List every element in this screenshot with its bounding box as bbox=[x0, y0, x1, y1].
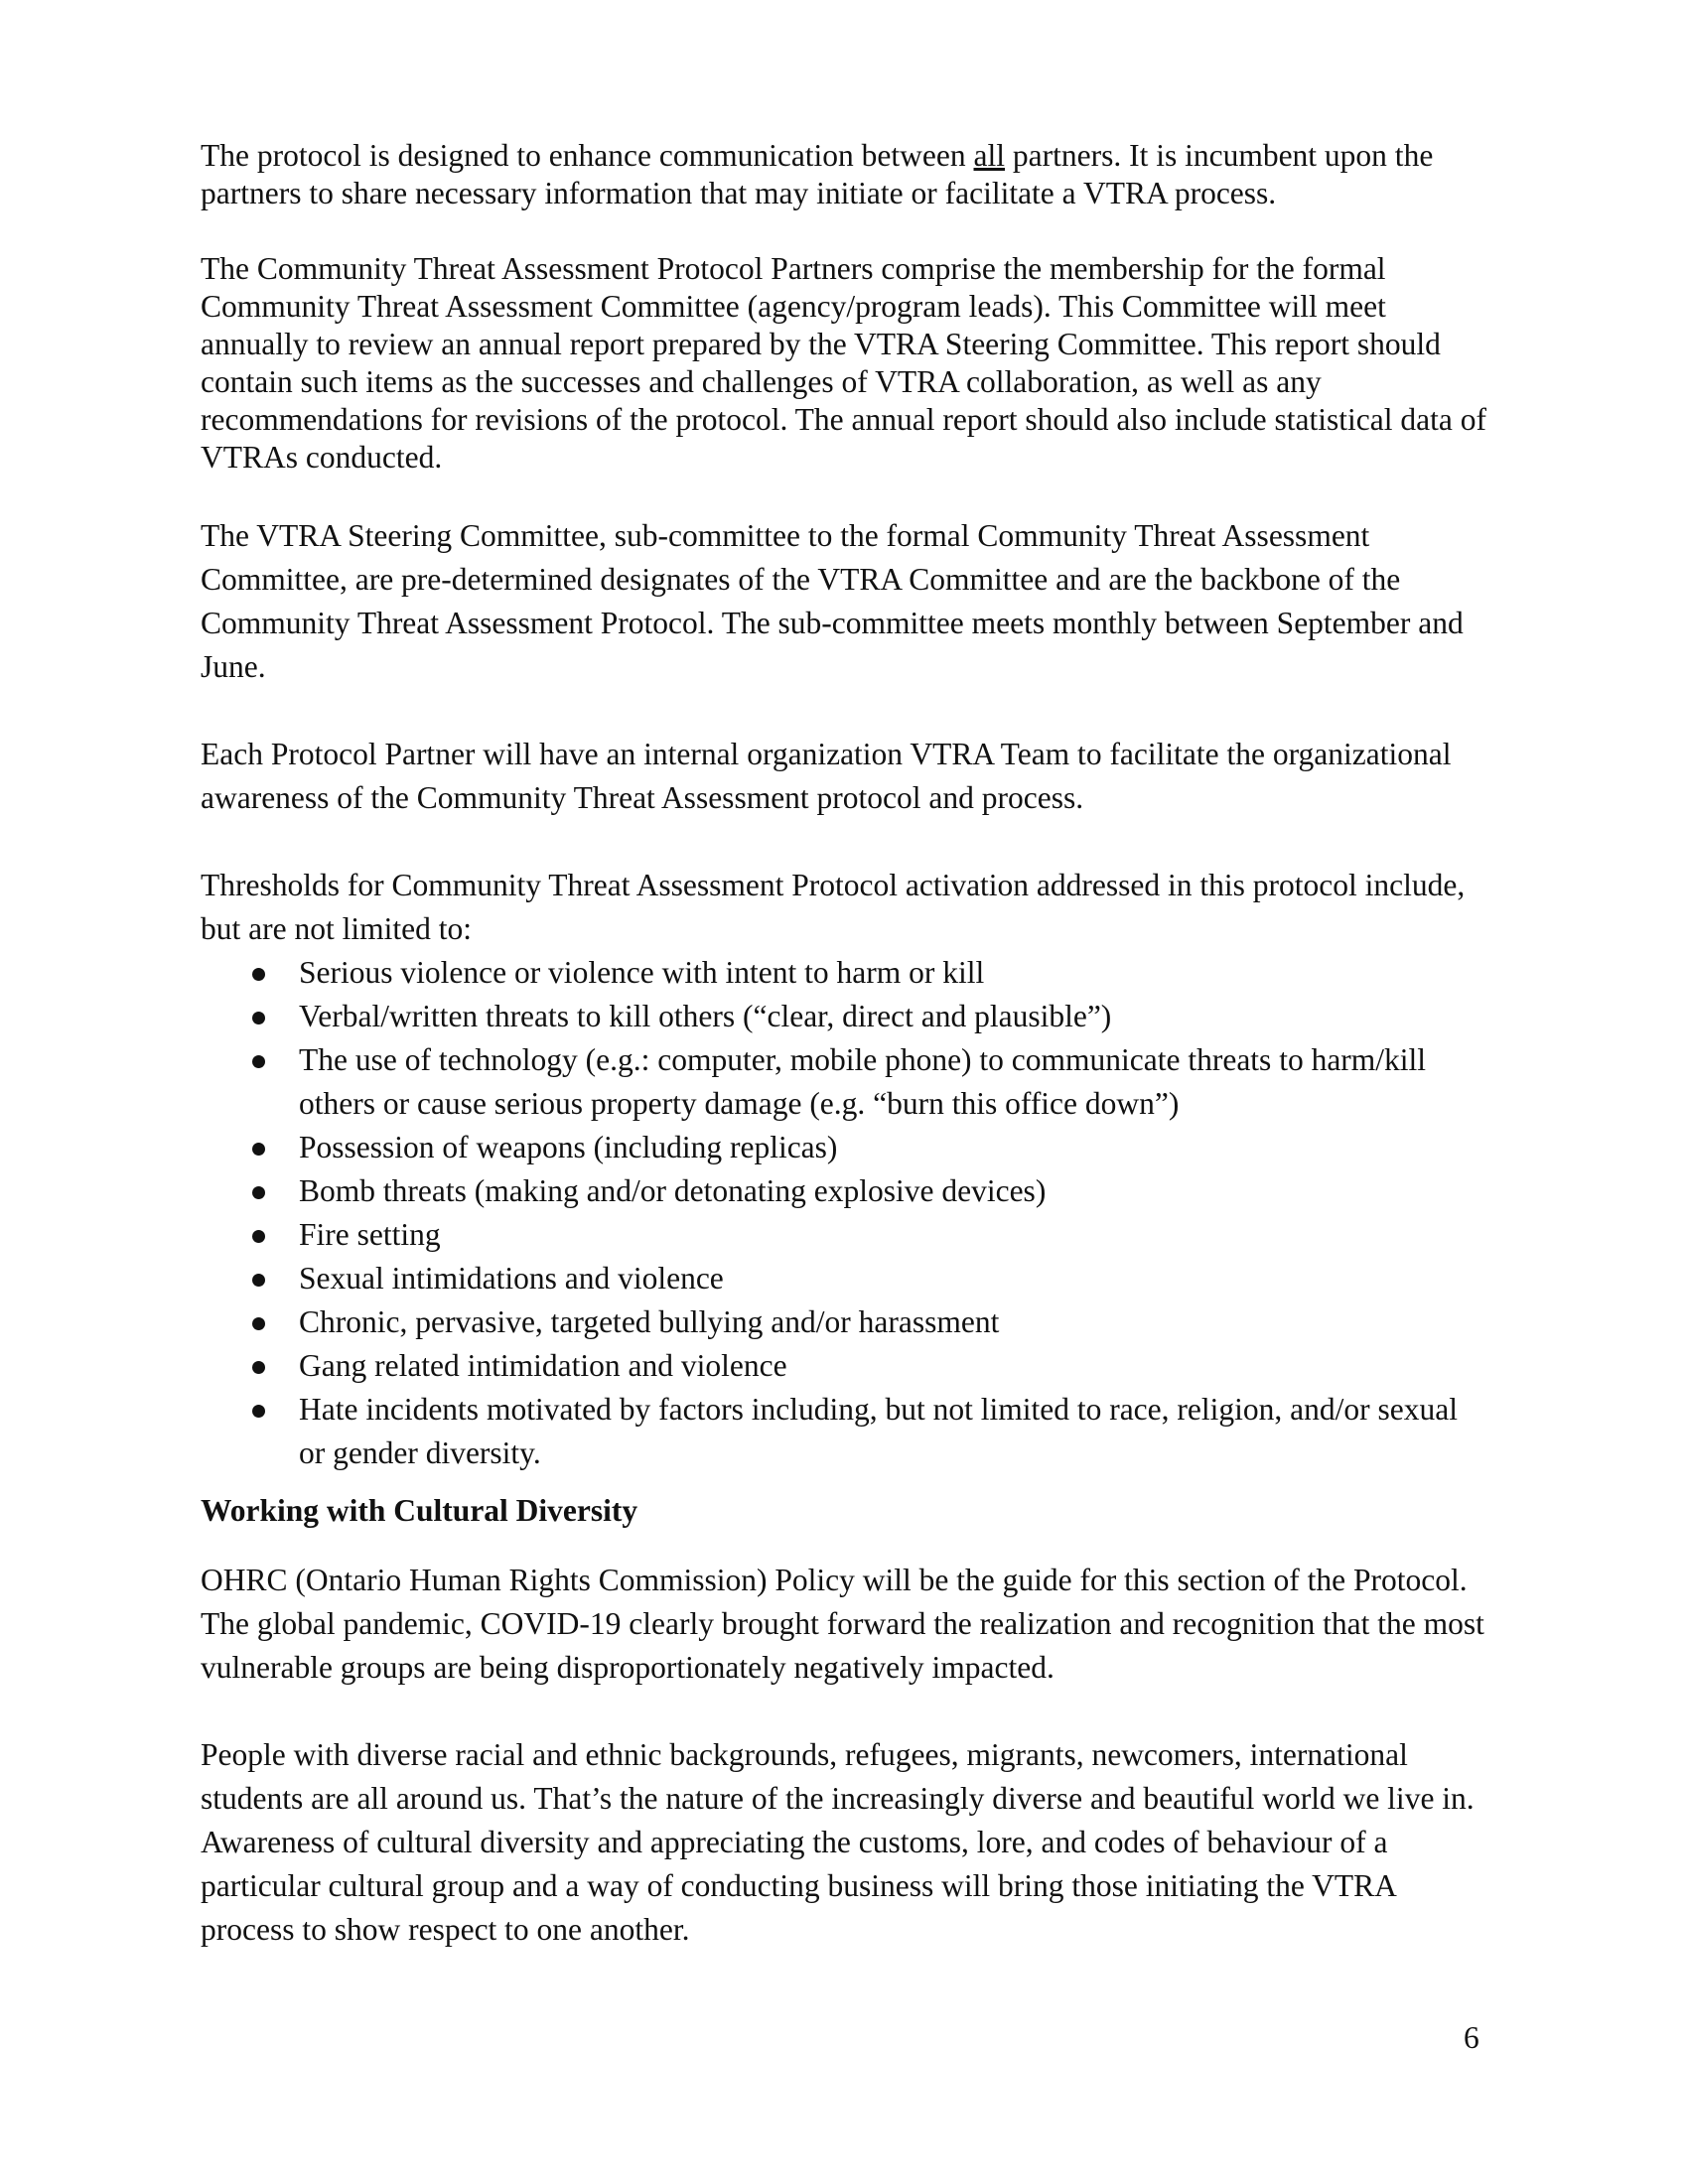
list-item-text: Gang related intimidation and violence bbox=[299, 1348, 787, 1383]
list-item bbox=[201, 995, 1491, 1038]
list-item-text: Chronic, pervasive, targeted bullying and/or harassment bbox=[299, 1304, 1000, 1339]
paragraph-diverse-backgrounds: People with diverse racial and ethnic backgrounds, refugees, migrants, newcomers, international students are all around us. That’s the nature of the increasingly diverse and beautiful world we live in. Awareness of cultural diversity and appreciating the customs, lore, and codes of behaviour of a particular cultural group and a way of conducting business will bring those initiating the VTRA process to show respect to one another. bbox=[201, 1737, 1475, 1947]
paragraph-thresholds-intro: Thresholds for Community Threat Assessment Protocol activation addressed in this protocol include, but are not limited to: bbox=[201, 868, 1466, 946]
paragraph-internal-team: Each Protocol Partner will have an internal organization VTRA Team to facilitate the organizational awareness of the Community Threat Assessment protocol and process. bbox=[201, 737, 1452, 815]
paragraph-steering-committee: The VTRA Steering Committee, sub-committee to the formal Community Threat Assessment Committee, are pre-determined designates of the VTRA Committee and are the backbone of the Community Threat Assessment Protocol. The sub-committee meets monthly between September and June. bbox=[201, 518, 1464, 684]
list-item bbox=[201, 951, 1491, 995]
list-item-text: Sexual intimidations and violence bbox=[299, 1261, 724, 1296]
paragraph-ohrc-policy: OHRC (Ontario Human Rights Commission) Policy will be the guide for this section of the Protocol. The global pandemic, COVID-19 clearly brought forward the realization and recognition that the most vulnerable groups are being disproportionately negatively impacted. bbox=[201, 1563, 1484, 1685]
page-number: 6 bbox=[1464, 2020, 1479, 2055]
bullet-icon bbox=[252, 1274, 265, 1287]
paragraph-partners-communication bbox=[201, 137, 1491, 212]
thresholds-list bbox=[201, 951, 1491, 1475]
bullet-icon bbox=[252, 1361, 265, 1374]
p1-after: partners. It is incumbent upon the partners to share necessary information that may initiate or facilitate a VTRA process. bbox=[201, 138, 1434, 210]
bullet-icon bbox=[252, 1230, 265, 1243]
bullet-icon bbox=[252, 1055, 265, 1068]
list-item-text: Hate incidents motivated by factors including, but not limited to race, religion, and/or sexual or gender diversity. bbox=[299, 1392, 1458, 1470]
list-item bbox=[201, 1126, 1491, 1169]
list-item-text: Serious violence or violence with intent to harm or kill bbox=[299, 955, 985, 990]
list-item bbox=[201, 1388, 1491, 1475]
bullet-icon bbox=[252, 1317, 265, 1330]
list-item-text: Fire setting bbox=[299, 1217, 441, 1252]
p1-before: The protocol is designed to enhance communication between bbox=[201, 138, 974, 173]
bullet-icon bbox=[252, 1143, 265, 1156]
p1-underlined: all bbox=[973, 138, 1006, 173]
list-item bbox=[201, 1038, 1491, 1126]
list-item bbox=[201, 1344, 1491, 1388]
document-body bbox=[201, 137, 1491, 1952]
list-item bbox=[201, 1169, 1491, 1213]
bullet-icon bbox=[252, 1012, 265, 1024]
list-item-text: Possession of weapons (including replicas) bbox=[299, 1130, 838, 1164]
list-item bbox=[201, 1213, 1491, 1257]
bullet-icon bbox=[252, 1186, 265, 1199]
list-item bbox=[201, 1257, 1491, 1300]
section-heading-cultural-diversity: Working with Cultural Diversity bbox=[201, 1493, 638, 1528]
bullet-icon bbox=[252, 1405, 265, 1418]
list-item-text: Verbal/written threats to kill others (“clear, direct and plausible”) bbox=[299, 999, 1112, 1033]
bullet-icon bbox=[252, 968, 265, 981]
list-item-text: The use of technology (e.g.: computer, mobile phone) to communicate threats to harm/kill others or cause serious property damage (e.g. “burn this office down”) bbox=[299, 1042, 1427, 1121]
paragraph-committee-membership: The Community Threat Assessment Protocol Partners comprise the membership for the formal Community Threat Assessment Committee (agency/program leads). This Committee will meet annually to review an annual report prepared by the VTRA Steering Committee. This report should contain such items as the successes and challenges of VTRA collaboration, as well as any recommendations for revisions of the protocol. The annual report should also include statistical data of VTRAs conducted. bbox=[201, 251, 1486, 475]
list-item-text: Bomb threats (making and/or detonating explosive devices) bbox=[299, 1173, 1047, 1208]
list-item bbox=[201, 1300, 1491, 1344]
